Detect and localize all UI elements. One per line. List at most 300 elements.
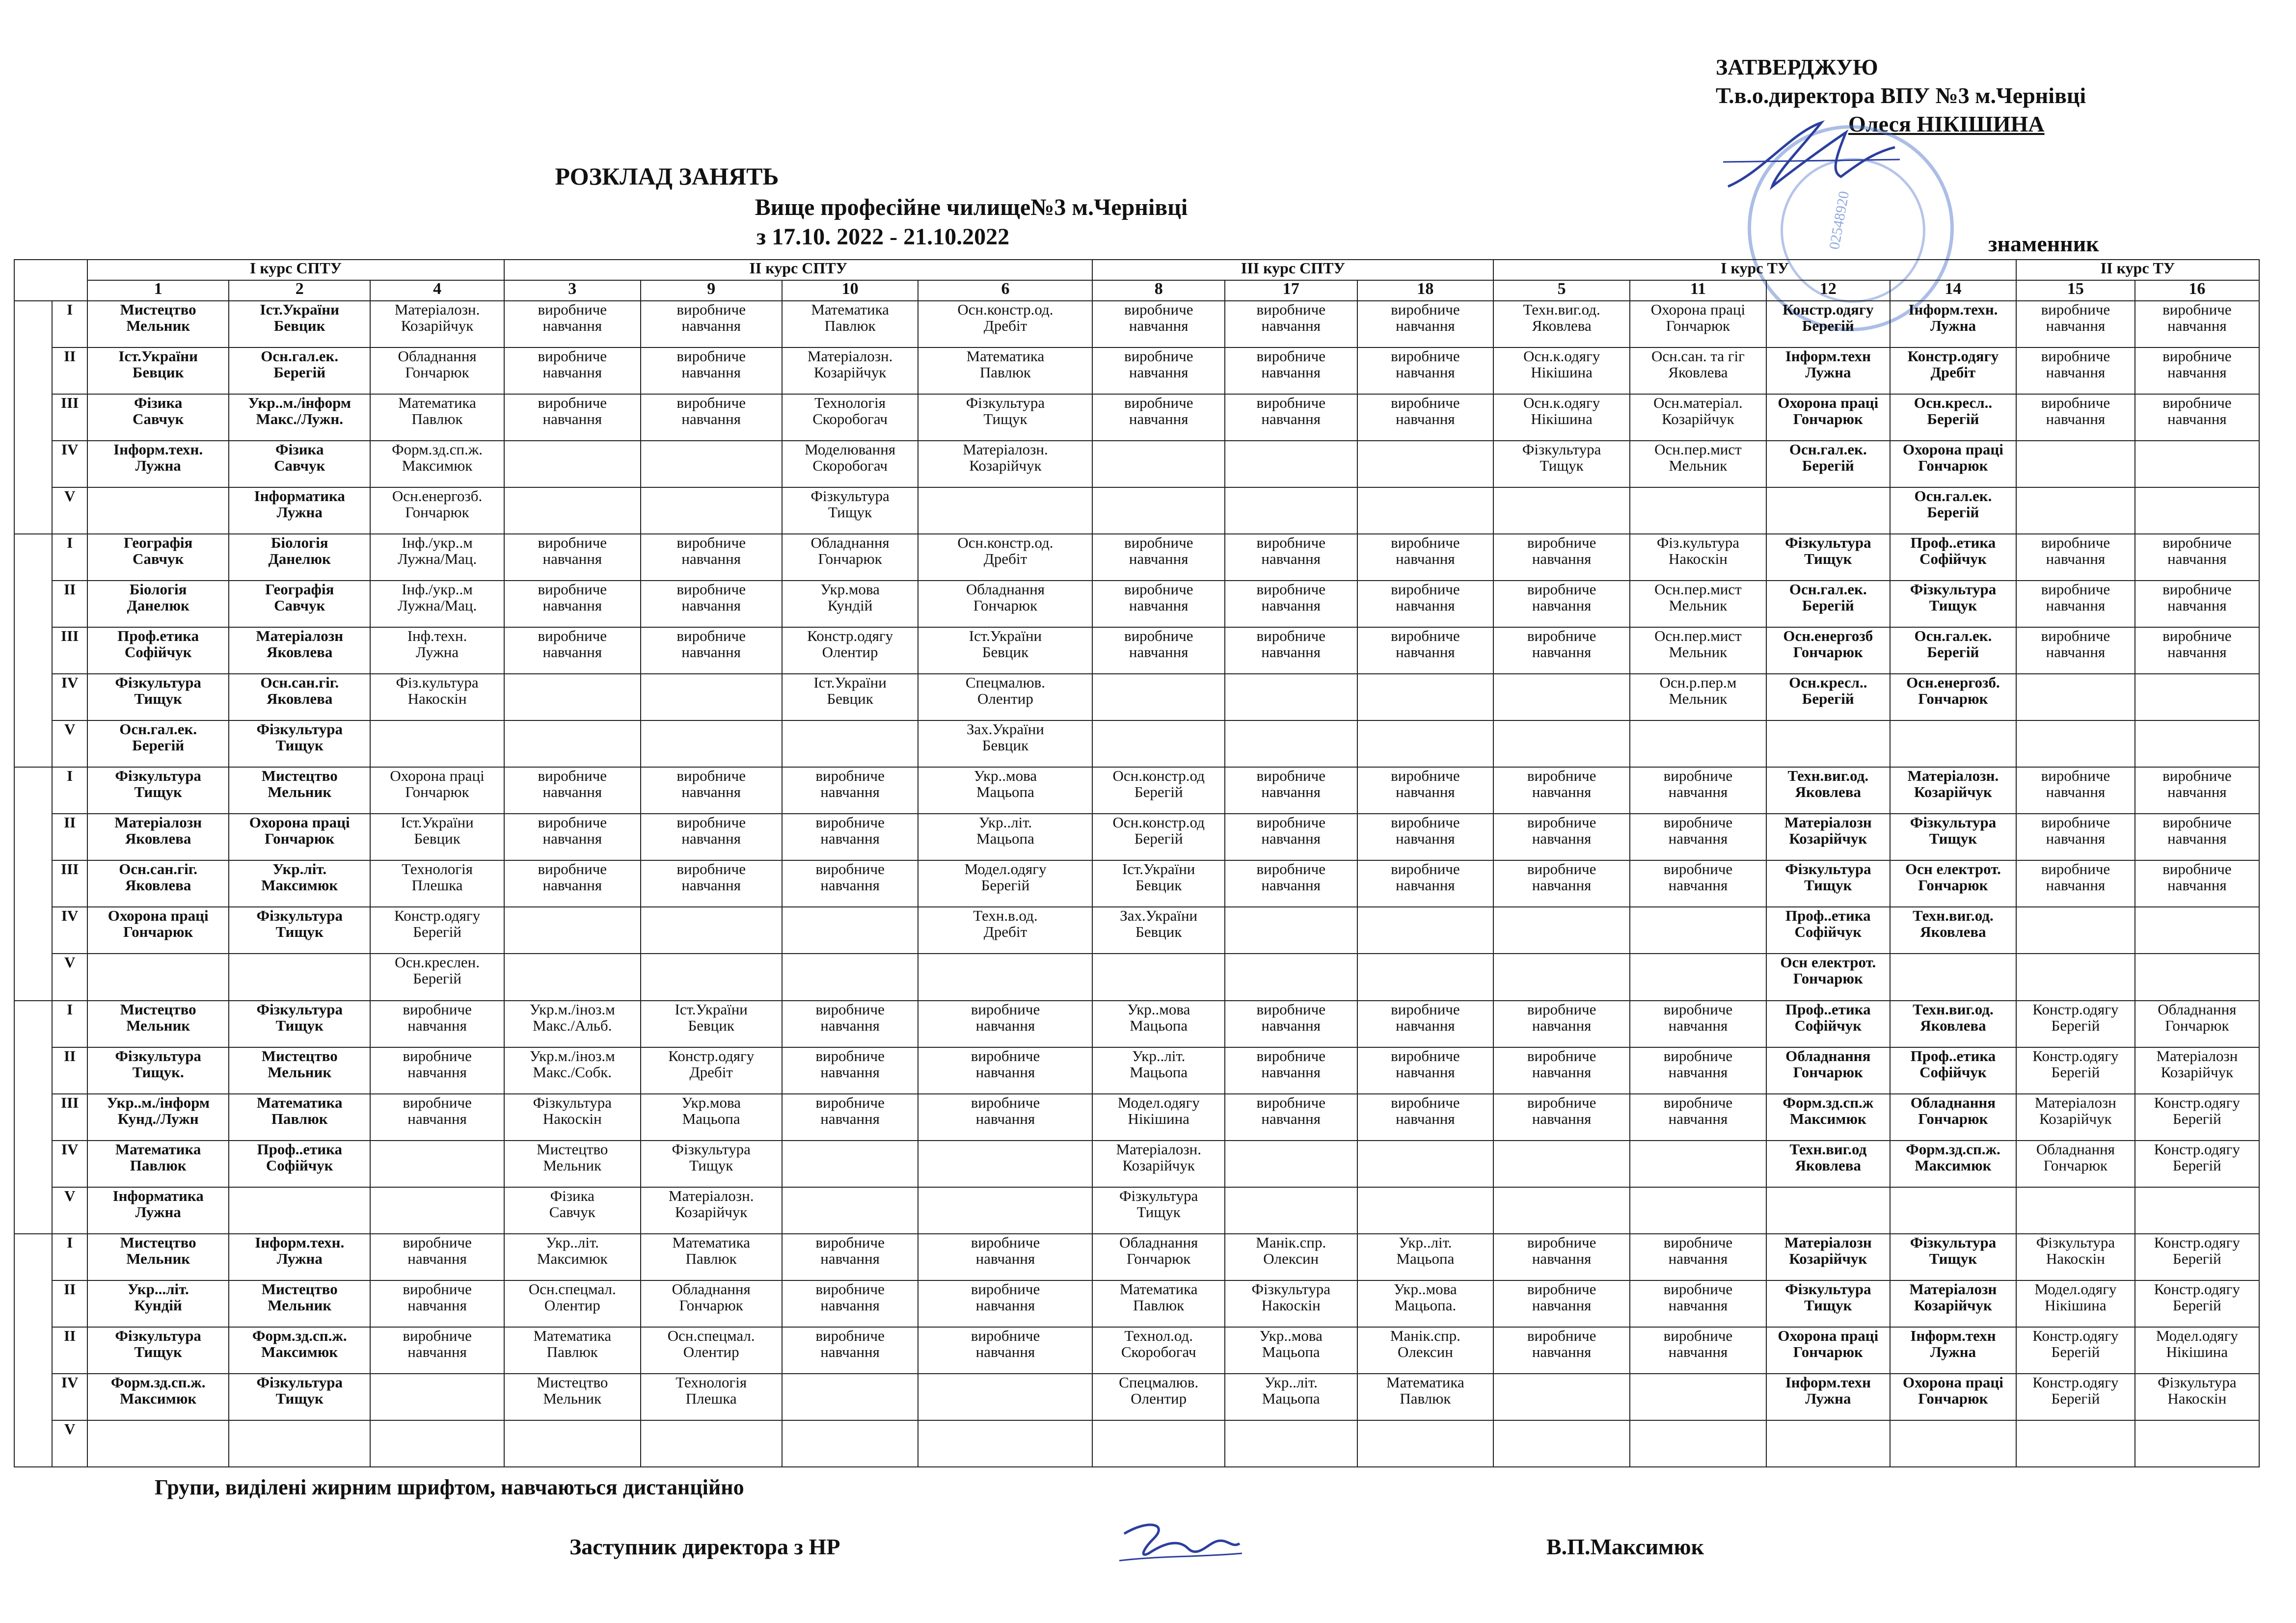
lesson-cell: Іст.України Бевцик <box>782 674 918 720</box>
lesson-cell: Укр..мова Мацьопа <box>1092 1001 1225 1047</box>
lesson-cell: Укр..м./інформ Макс./Лужн. <box>229 394 370 441</box>
lesson-cell: виробниче навчання <box>2016 394 2135 441</box>
lesson-cell <box>1890 1420 2016 1467</box>
lesson-cell: Фізкультура Тищук <box>87 1327 229 1374</box>
lesson-cell: виробниче навчання <box>2016 581 2135 627</box>
lesson-cell: виробниче навчання <box>641 347 782 394</box>
lesson-cell <box>1766 1420 1890 1467</box>
lesson-cell <box>504 954 641 1000</box>
lesson-cell: Охорона праці Гончарюк <box>1766 394 1890 441</box>
lesson-cell: виробниче навчання <box>370 1047 504 1094</box>
lesson-cell: виробниче навчання <box>1357 394 1494 441</box>
lesson-cell: виробниче навчання <box>1092 534 1225 581</box>
lesson-cell <box>641 674 782 720</box>
lesson-cell: виробниче навчання <box>1092 581 1225 627</box>
lesson-cell: виробниче навчання <box>1493 1234 1630 1280</box>
lesson-row <box>14 674 2259 720</box>
lesson-cell: Укр.м./іноз.м Макс./Собк. <box>504 1047 641 1094</box>
lesson-cell: Математика Павлюк <box>504 1327 641 1374</box>
lesson-cell: Техн.виг.од. Яковлева <box>1890 907 2016 954</box>
lesson-cell <box>504 907 641 954</box>
lesson-cell: Охорона праці Гончарюк <box>87 907 229 954</box>
lesson-cell: Проф..етика Софійчук <box>1766 1001 1890 1047</box>
lesson-cell: виробниче навчання <box>782 814 918 860</box>
lesson-cell: виробниче навчання <box>504 394 641 441</box>
lesson-cell: виробниче навчання <box>1357 581 1494 627</box>
group-number-header: 3 <box>504 280 641 301</box>
lesson-cell: виробниче навчання <box>1357 814 1494 860</box>
lesson-cell: Фізкультура Тищук <box>782 487 918 534</box>
lesson-cell: виробниче навчання <box>2016 627 2135 674</box>
lesson-cell <box>2135 720 2259 767</box>
period-number: ІІ <box>52 1047 87 1094</box>
lesson-cell: Обладнання Гончарюк <box>641 1280 782 1327</box>
lesson-cell <box>1766 1187 1890 1234</box>
period-number: І <box>52 534 87 581</box>
deputy-name: В.П.Максимюк <box>1546 1534 1704 1559</box>
lesson-cell: виробниче навчання <box>2016 767 2135 814</box>
lesson-cell: Матеріалозн Яковлева <box>229 627 370 674</box>
lesson-cell: Фіз.культура Накоскін <box>1630 534 1766 581</box>
lesson-cell <box>370 1141 504 1187</box>
lesson-cell: Технологія Плешка <box>641 1374 782 1420</box>
lesson-cell <box>1092 720 1225 767</box>
lesson-cell <box>2016 720 2135 767</box>
lesson-cell <box>782 1420 918 1467</box>
lesson-cell: виробниче навчання <box>2016 534 2135 581</box>
lesson-cell <box>1357 1141 1494 1187</box>
group-number-header: 1 <box>87 280 229 301</box>
lesson-cell: Іст.України Бевцик <box>87 347 229 394</box>
lesson-cell <box>1225 441 1357 487</box>
group-number-header: 15 <box>2016 280 2135 301</box>
lesson-cell <box>1357 720 1494 767</box>
lesson-cell <box>1357 1420 1494 1467</box>
lesson-cell: Інформ.техн Лужна <box>1766 347 1890 394</box>
course-group-header: ІІ курс ТУ <box>2016 260 2259 280</box>
lesson-cell <box>1630 720 1766 767</box>
lesson-cell: Фізкультура Тищук <box>918 394 1092 441</box>
lesson-cell: Техн.виг.од. Яковлева <box>1766 767 1890 814</box>
lesson-cell <box>1225 720 1357 767</box>
lesson-cell: виробниче навчання <box>1493 1327 1630 1374</box>
lesson-cell: Охорона праці Гончарюк <box>370 767 504 814</box>
lesson-cell: виробниче навчання <box>1630 814 1766 860</box>
lesson-cell <box>2135 1420 2259 1467</box>
lesson-cell <box>1630 907 1766 954</box>
lesson-cell: виробниче навчання <box>1225 1001 1357 1047</box>
lesson-cell: Мистецтво Мельник <box>229 1047 370 1094</box>
lesson-row <box>14 441 2259 487</box>
lesson-cell <box>918 1187 1092 1234</box>
lesson-cell: Техн.виг.од Яковлева <box>1766 1141 1890 1187</box>
lesson-cell: виробниче навчання <box>2135 347 2259 394</box>
lesson-cell: виробниче навчання <box>1357 534 1494 581</box>
lesson-cell: Модел.одягу Нікішина <box>1092 1094 1225 1141</box>
group-number-header: 5 <box>1493 280 1630 301</box>
lesson-cell: виробниче навчання <box>504 814 641 860</box>
group-number-header: 6 <box>918 280 1092 301</box>
day-label <box>14 534 52 767</box>
lesson-cell: виробниче навчання <box>1225 767 1357 814</box>
lesson-cell: виробниче навчання <box>641 301 782 347</box>
lesson-row <box>14 1001 2259 1047</box>
lesson-cell: Техн.в.од. Дребіт <box>918 907 1092 954</box>
lesson-cell <box>1092 441 1225 487</box>
lesson-row <box>14 767 2259 814</box>
day-label <box>14 1001 52 1234</box>
lesson-cell <box>1357 907 1494 954</box>
lesson-cell: Іст.України Бевцик <box>370 814 504 860</box>
lesson-cell: Інформ.техн Лужна <box>1766 1374 1890 1420</box>
lesson-cell: Осн.енергозб. Гончарюк <box>370 487 504 534</box>
lesson-cell <box>87 954 229 1000</box>
lesson-cell: виробниче навчання <box>2135 860 2259 907</box>
lesson-cell: Технологія Скоробогач <box>782 394 918 441</box>
lesson-cell: Інф.техн. Лужна <box>370 627 504 674</box>
lesson-cell: Фізкультура Накоскін <box>504 1094 641 1141</box>
lesson-cell: виробниче навчання <box>370 1001 504 1047</box>
lesson-cell: Охорона праці Гончарюк <box>1766 1327 1890 1374</box>
lesson-cell: Обладнання Гончарюк <box>2135 1001 2259 1047</box>
lesson-cell: Математика Павлюк <box>87 1141 229 1187</box>
lesson-cell <box>1225 954 1357 1000</box>
approval-name: Олеся НІКІШИНА <box>1848 111 2045 136</box>
lesson-cell: Фізкультура Тищук <box>1890 1234 2016 1280</box>
period-number: ІІ <box>52 1327 87 1374</box>
lesson-cell <box>1357 487 1494 534</box>
lesson-cell: виробниче навчання <box>2135 394 2259 441</box>
lesson-cell: Укр.м./іноз.м Макс./Альб. <box>504 1001 641 1047</box>
lesson-cell <box>782 1374 918 1420</box>
lesson-cell: Модел.одягу Нікішина <box>2135 1327 2259 1374</box>
lesson-cell <box>641 954 782 1000</box>
lesson-cell: виробниче навчання <box>504 301 641 347</box>
lesson-cell: виробниче навчання <box>2016 301 2135 347</box>
lesson-cell: Мистецтво Мельник <box>87 1234 229 1280</box>
lesson-cell: Проф..етика Софійчук <box>229 1141 370 1187</box>
lesson-cell: Укр..літ. Мацьопа <box>1225 1374 1357 1420</box>
lesson-cell <box>1225 1187 1357 1234</box>
lesson-cell <box>2016 954 2135 1000</box>
period-number: IV <box>52 674 87 720</box>
lesson-cell: Мистецтво Мельник <box>504 1374 641 1420</box>
lesson-cell <box>1630 1374 1766 1420</box>
lesson-cell: виробниче навчання <box>2016 814 2135 860</box>
lesson-cell: виробниче навчання <box>782 860 918 907</box>
lesson-cell <box>2135 907 2259 954</box>
lesson-cell: виробниче навчання <box>2135 767 2259 814</box>
lesson-row <box>14 1187 2259 1234</box>
lesson-cell: виробниче навчання <box>1092 627 1225 674</box>
group-number-header: 9 <box>641 280 782 301</box>
period-number: V <box>52 1187 87 1234</box>
lesson-cell: виробниче навчання <box>1493 1001 1630 1047</box>
lesson-cell: Осн.к.одягу Нікішина <box>1493 347 1630 394</box>
lesson-cell: виробниче навчання <box>641 581 782 627</box>
lesson-cell: виробниче навчання <box>504 767 641 814</box>
lesson-cell <box>2135 487 2259 534</box>
lesson-cell <box>1493 487 1630 534</box>
lesson-cell: Осн.матеріал. Козарійчук <box>1630 394 1766 441</box>
lesson-cell: Фізкультура Накоскін <box>1225 1280 1357 1327</box>
lesson-cell: Укр..м./інформ Кунд./Лужн <box>87 1094 229 1141</box>
deputy-position: Заступник директора з НР <box>569 1534 840 1559</box>
lesson-cell: Техн.виг.од. Яковлева <box>1493 301 1630 347</box>
lesson-row <box>14 394 2259 441</box>
lesson-cell: виробниче навчання <box>918 1001 1092 1047</box>
lesson-cell: виробниче навчання <box>1493 581 1630 627</box>
lesson-cell <box>1493 954 1630 1000</box>
lesson-cell: Фізкультура Тищук <box>641 1141 782 1187</box>
lesson-cell: Зах.України Бевцик <box>1092 907 1225 954</box>
lesson-cell: Фізкультура Тищук <box>1766 534 1890 581</box>
lesson-cell: Матеріалозн. Козарійчук <box>1890 767 2016 814</box>
lesson-cell: виробниче навчання <box>641 394 782 441</box>
lesson-cell: Фізкультура Тищук <box>1890 814 2016 860</box>
lesson-cell: Фізкультура Накоскін <box>2016 1234 2135 1280</box>
lesson-cell <box>1766 720 1890 767</box>
lesson-row <box>14 627 2259 674</box>
lesson-cell <box>918 1141 1092 1187</box>
lesson-cell: виробниче навчання <box>1092 394 1225 441</box>
lesson-cell <box>1092 674 1225 720</box>
lesson-cell: виробниче навчання <box>1225 1047 1357 1094</box>
day-name: Четвер <box>51 1004 53 1053</box>
lesson-cell: Матеріалозн Козарійчук <box>1766 814 1890 860</box>
lesson-cell <box>1225 674 1357 720</box>
lesson-cell <box>2016 907 2135 954</box>
lesson-cell: Математика Павлюк <box>1357 1374 1494 1420</box>
lesson-cell: виробниче навчання <box>2135 581 2259 627</box>
lesson-cell: Фізика Савчук <box>229 441 370 487</box>
lesson-cell: Охорона праці Гончарюк <box>1890 1374 2016 1420</box>
lesson-cell: виробниче навчання <box>782 1001 918 1047</box>
period-number: V <box>52 487 87 534</box>
lesson-cell: Інформатика Лужна <box>87 1187 229 1234</box>
lesson-cell: Осн.спецмал. Олентир <box>504 1280 641 1327</box>
lesson-cell: виробниче навчання <box>1357 301 1494 347</box>
lesson-cell: Форм.зд.сп.ж. Максимюк <box>229 1327 370 1374</box>
lesson-cell <box>2135 954 2259 1000</box>
lesson-cell <box>1225 1141 1357 1187</box>
lesson-cell: Укр..мова Мацьопа <box>918 767 1092 814</box>
group-number-header: 17 <box>1225 280 1357 301</box>
lesson-cell: Констр.одягу Дребіт <box>641 1047 782 1094</box>
period-number: І <box>52 301 87 347</box>
day-label <box>14 1234 52 1467</box>
lesson-cell: Фізкультура Тищук <box>229 1001 370 1047</box>
lesson-cell: виробниче навчання <box>2135 627 2259 674</box>
lesson-cell: виробниче навчання <box>370 1280 504 1327</box>
lesson-cell: виробниче навчання <box>1225 534 1357 581</box>
period-number: ІІІ <box>52 1094 87 1141</box>
lesson-cell: виробниче навчання <box>370 1094 504 1141</box>
lesson-cell <box>918 1374 1092 1420</box>
lesson-cell: виробниче навчання <box>370 1234 504 1280</box>
lesson-cell: Фізкультура Тищук. <box>87 1047 229 1094</box>
date-range: з 17.10. 2022 - 21.10.2022 <box>756 224 1010 250</box>
lesson-row <box>14 1420 2259 1467</box>
lesson-cell: виробниче навчання <box>1630 1280 1766 1327</box>
lesson-row <box>14 1047 2259 1094</box>
lesson-cell: Фізкультура Тищук <box>1493 441 1630 487</box>
lesson-cell <box>504 674 641 720</box>
course-group-header: ІІІ курс СПТУ <box>1092 260 1493 280</box>
lesson-cell: Фізкультура Тищук <box>229 907 370 954</box>
day-name: Середа <box>51 771 53 819</box>
lesson-cell: виробниче навчання <box>641 627 782 674</box>
seal-code: 02548920 <box>1826 189 1853 251</box>
group-number-header: 18 <box>1357 280 1494 301</box>
period-number: І <box>52 1001 87 1047</box>
lesson-cell: виробниче навчання <box>2135 814 2259 860</box>
lesson-row <box>14 487 2259 534</box>
lesson-cell: Констр.одягу Берегій <box>2135 1280 2259 1327</box>
lesson-cell <box>918 954 1092 1000</box>
lesson-cell: Констр.одягу Берегій <box>370 907 504 954</box>
lesson-cell: виробниче навчання <box>782 1047 918 1094</box>
group-number-row <box>14 280 2259 301</box>
lesson-cell: Технологія Плешка <box>370 860 504 907</box>
lesson-cell <box>1493 1420 1630 1467</box>
lesson-cell <box>1092 954 1225 1000</box>
lesson-cell: Укр..літ. Мацьопа <box>1357 1234 1494 1280</box>
lesson-cell: виробниче навчання <box>1357 1001 1494 1047</box>
lesson-cell: виробниче навчання <box>504 860 641 907</box>
lesson-cell: Фізика Савчук <box>87 394 229 441</box>
period-number: IV <box>52 1374 87 1420</box>
lesson-cell: виробниче навчання <box>782 767 918 814</box>
group-number-header: 8 <box>1092 280 1225 301</box>
lesson-cell: Осн.пер.мист Мельник <box>1630 441 1766 487</box>
lesson-cell: Інформ.техн Лужна <box>1890 1327 2016 1374</box>
lesson-cell: виробниче навчання <box>1225 394 1357 441</box>
lesson-cell: виробниче навчання <box>641 767 782 814</box>
lesson-cell <box>782 720 918 767</box>
lesson-cell: Осн.енергозб Гончарюк <box>1766 627 1890 674</box>
lesson-cell: виробниче навчання <box>1493 860 1630 907</box>
lesson-cell: Мистецтво Мельник <box>87 301 229 347</box>
lesson-cell: Інформ.техн. Лужна <box>1890 301 2016 347</box>
lesson-cell <box>87 1420 229 1467</box>
lesson-cell: Спецмалюв. Олентир <box>918 674 1092 720</box>
lesson-cell <box>1225 487 1357 534</box>
group-number-header: 4 <box>370 280 504 301</box>
lesson-cell: Інформ.техн. Лужна <box>87 441 229 487</box>
lesson-cell <box>2016 1187 2135 1234</box>
period-number: V <box>52 954 87 1000</box>
lesson-cell <box>1493 1187 1630 1234</box>
lesson-cell: виробниче навчання <box>1357 767 1494 814</box>
lesson-cell: Матеріалозн. Козарійчук <box>641 1187 782 1234</box>
deputy-signature <box>1109 1514 1247 1568</box>
lesson-cell <box>504 1420 641 1467</box>
lesson-cell: Укр..літ. Мацьопа <box>1092 1047 1225 1094</box>
lesson-row <box>14 1234 2259 1280</box>
week-type-label: знаменник <box>1988 231 2099 256</box>
lesson-cell: Осн.гал.ек. Берегій <box>1766 581 1890 627</box>
lesson-cell: Географія Савчук <box>87 534 229 581</box>
lesson-cell: виробниче навчання <box>1493 767 1630 814</box>
lesson-cell <box>370 1374 504 1420</box>
lesson-cell <box>370 720 504 767</box>
period-number: IV <box>52 441 87 487</box>
lesson-cell <box>1357 1187 1494 1234</box>
lesson-cell <box>1092 1420 1225 1467</box>
lesson-cell <box>782 954 918 1000</box>
lesson-cell: виробниче навчання <box>1225 1094 1357 1141</box>
lesson-cell <box>918 487 1092 534</box>
lesson-cell: виробниче навчання <box>782 1094 918 1141</box>
lesson-cell <box>2135 441 2259 487</box>
lesson-cell <box>1493 1374 1630 1420</box>
lesson-cell: Фізкультура Накоскін <box>2135 1374 2259 1420</box>
lesson-cell: Проф..етика Софійчук <box>1890 534 2016 581</box>
lesson-cell: Укр..мова Мацьопа. <box>1357 1280 1494 1327</box>
lesson-cell: Іст.України Бевцик <box>918 627 1092 674</box>
lesson-cell: Матеріалозн. Козарійчук <box>1092 1141 1225 1187</box>
lesson-cell <box>2016 441 2135 487</box>
lesson-cell: виробниче навчання <box>1630 1001 1766 1047</box>
lesson-cell: Охорона праці Гончарюк <box>1890 441 2016 487</box>
lesson-cell: виробниче навчання <box>1092 347 1225 394</box>
lesson-cell: Форм.зд.сп.ж. Максимюк <box>370 441 504 487</box>
lesson-cell <box>1890 720 2016 767</box>
lesson-cell: Спецмалюв. Олентир <box>1092 1374 1225 1420</box>
group-number-header: 14 <box>1890 280 2016 301</box>
lesson-cell: Осн.гал.ек. Берегій <box>1890 487 2016 534</box>
lesson-row <box>14 1327 2259 1374</box>
lesson-cell: Осн електрот. Гончарюк <box>1766 954 1890 1000</box>
lesson-cell: виробниче навчання <box>504 347 641 394</box>
lesson-cell: Осн.кресл.. Берегій <box>1890 394 2016 441</box>
lesson-cell <box>1630 487 1766 534</box>
lesson-cell: виробниче навчання <box>1357 860 1494 907</box>
lesson-cell: виробниче навчання <box>1630 1094 1766 1141</box>
lesson-cell: Фізика Савчук <box>504 1187 641 1234</box>
lesson-cell: Математика Павлюк <box>1092 1280 1225 1327</box>
lesson-cell: Іст.України Бевцик <box>1092 860 1225 907</box>
school-name: Вище професійне чилище№3 м.Чернівці <box>755 194 1188 220</box>
distance-learning-note: Групи, виділені жирним шрифтом, навчаються дистанційно <box>155 1475 744 1499</box>
course-group-header: ІІ курс СПТУ <box>504 260 1093 280</box>
lesson-cell: виробниче навчання <box>641 534 782 581</box>
lesson-cell: Математика Павлюк <box>782 301 918 347</box>
lesson-cell: виробниче навчання <box>1225 301 1357 347</box>
period-number: ІІ <box>52 347 87 394</box>
group-number-header: 12 <box>1766 280 1890 301</box>
lesson-cell: Фізкультура Тищук <box>1766 1280 1890 1327</box>
lesson-cell: Констр.одягу Берегій <box>1766 301 1890 347</box>
period-number: ІІ <box>52 1280 87 1327</box>
lesson-cell: Осн.к.одягу Нікішина <box>1493 394 1630 441</box>
lesson-cell <box>1357 441 1494 487</box>
lesson-cell <box>641 487 782 534</box>
lesson-cell: Фіз.культура Накоскін <box>370 674 504 720</box>
approval-position: Т.в.о.директора ВПУ №3 м.Чернівці <box>1716 83 2086 108</box>
lesson-cell: виробниче навчання <box>641 814 782 860</box>
period-number: IV <box>52 907 87 954</box>
lesson-row <box>14 814 2259 860</box>
lesson-cell: Осн.констр.од. Дребіт <box>918 301 1092 347</box>
period-number: ІІІ <box>52 860 87 907</box>
lesson-cell <box>1225 907 1357 954</box>
lesson-cell: Форм.зд.сп.ж. Максимюк <box>87 1374 229 1420</box>
lesson-cell: виробниче навчання <box>918 1094 1092 1141</box>
lesson-cell <box>1630 1420 1766 1467</box>
lesson-cell: Осн.пер.мист Мельник <box>1630 581 1766 627</box>
